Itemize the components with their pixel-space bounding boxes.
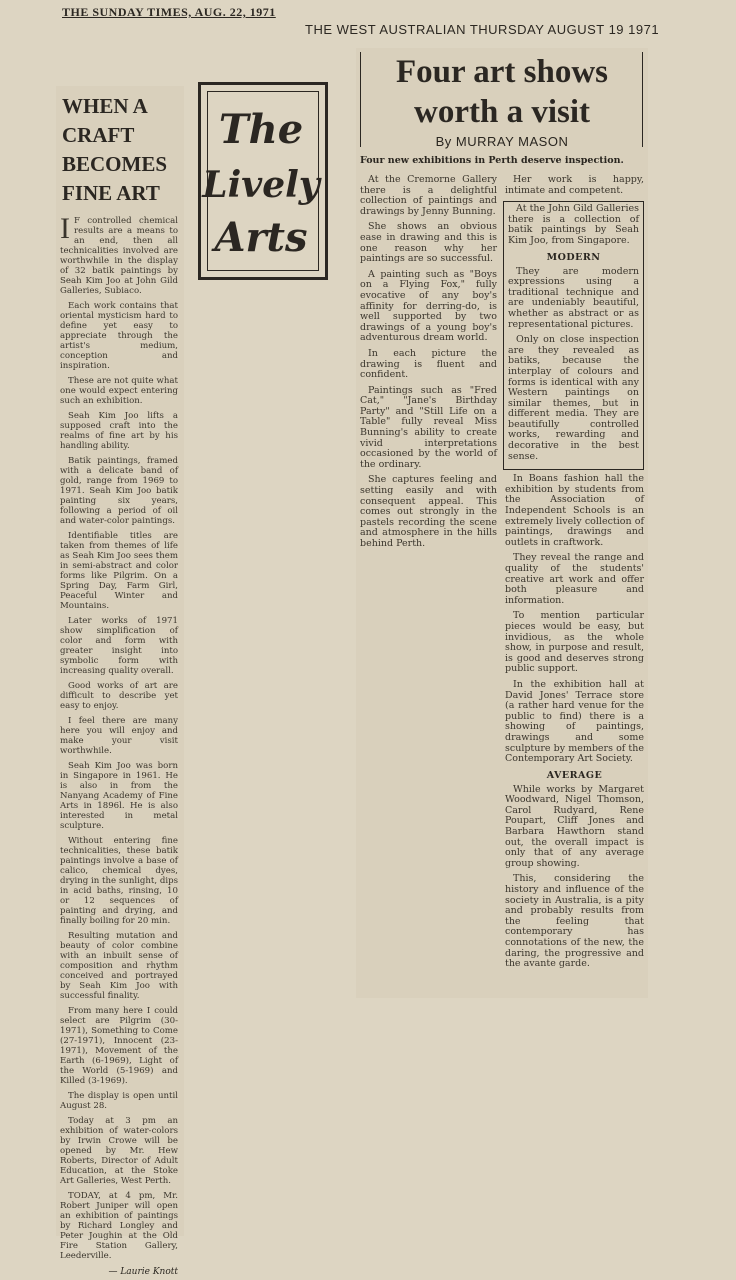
- column-b-paragraph: In Boans fashion hall the exhibition by students from the Association of Independent Schools is an extremely lively collection of paintings, drawings and outlets in craftwork.: [505, 473, 644, 548]
- left-paragraph: Today at 3 pm an exhibition of water-colors by Irwin Crowe will be opened by Mr. Hew Roberts, Director of Adult Education, at the Stoke Art Galleries, West Perth.: [60, 1116, 178, 1186]
- left-paragraph: Seah Kim Joo lifts a supposed craft into the realms of fine art by his handling ability.: [60, 411, 178, 451]
- column-b-paragraph: This, considering the history and influence of the society in Australia, is a pity and probably results from the feeling that contemporary has connotations of the new, the daring, the progressive and the avante garde.: [505, 873, 644, 970]
- column-a-paragraph: At the Cremorne Gallery there is a delightful collection of paintings and drawings by Jenny Bunning.: [360, 174, 497, 217]
- boxed-paragraph: They are modern expressions using a traditional technique and are undeniably beautiful, whether as abstract or as representational pictures.: [508, 265, 639, 330]
- column-a-paragraph: She shows an obvious ease in drawing and this is one reason why her paintings are so successful.: [360, 221, 497, 265]
- column-b-paragraph: In the exhibition hall at David Jones' Terrace store (a rather hard venue for the public to find) there is a showing of paintings, drawings and some sculpture by members of the Contemporary Art Society.: [505, 678, 644, 765]
- left-paragraph: Batik paintings, framed with a delicate band of gold, range from 1969 to 1971. Seah Kim Joo batik painting six years, following a period of oil and water-color paintings.: [60, 456, 178, 526]
- left-article: [60, 92, 178, 1277]
- left-paragraph: Each work contains that oriental mysticism hard to define yet easy to appreciate through the artist's medium, conception and inspiration.: [60, 301, 178, 371]
- logo-word-1: The: [218, 106, 304, 153]
- left-paragraph: Without entering fine technicalities, these batik paintings involve a base of calico, chemical dyes, drying in the sunlight, dips in acid baths, rinsing, 10 or 12 sequences of painting and drying, and finally boiling for 20 min.: [60, 836, 178, 926]
- column-b: [505, 175, 644, 975]
- boxed-section: [503, 201, 644, 470]
- sunday-times-masthead: THE SUNDAY TIMES, AUG. 22, 1971: [62, 5, 276, 19]
- column-b-paragraph: To mention particular pieces would be easy, but invidious, as the whole show, in purpose and result, is good and deserves strong public support.: [505, 610, 644, 675]
- left-paragraph: Good works of art are difficult to describe yet easy to enjoy.: [60, 681, 178, 711]
- west-australian-masthead: THE WEST AUSTRALIAN THURSDAY AUGUST 19 1971: [305, 22, 660, 37]
- boxed-paragraph: Only on close inspection are they revealed as batiks, because the interplay of colours and forms is identical with any Western paintings on similar themes, but in different media. They are beautifully controlled works, rewarding and decorative in the best sense.: [508, 334, 639, 462]
- boxed-paragraph: At the John Gild Galleries there is a collection of batik paintings by Seah Kim Joo, from Singapore.: [508, 203, 639, 246]
- left-paragraph: Seah Kim Joo was born in Singapore in 1961. He is also in from the Nanyang Academy of Fine Arts in 1896l. He is also interested in metal sculpture.: [60, 761, 178, 831]
- cut-mark: [642, 52, 643, 147]
- column-a-paragraph: In each picture the drawing is fluent and confident.: [360, 347, 497, 381]
- logo-lettering: [201, 85, 325, 277]
- article-title: Four art shows worth a visit: [395, 54, 609, 130]
- cut-mark: [360, 52, 361, 147]
- left-paragraph: These are not quite what one would expect entering such an exhibition.: [60, 376, 178, 406]
- lively-arts-logo: [198, 82, 328, 280]
- subhead-average: AVERAGE: [546, 769, 603, 781]
- left-paragraph: I F controlled chemical results are a means to an end, then all technicalities involved are worthwhile in the display of 32 batik paintings by Seah Kim Joo at John Gild Galleries, Subiaco.: [60, 212, 178, 296]
- article-intro: Four new exhibitions in Perth deserve inspection.: [360, 155, 624, 166]
- left-byline: — Laurie Knott: [108, 1267, 178, 1277]
- right-article: [360, 52, 644, 975]
- drop-cap: I: [60, 212, 70, 245]
- left-paragraph: The display is open until August 28.: [60, 1091, 178, 1111]
- column-a: [360, 175, 497, 975]
- left-paragraph: From many here I could select are Pilgrim (30-1971), Something to Come (27-1971), Innocent (23-1971), Movement of the Earth (6-1969), Light of the World (5-1969) and Killed (3-1969).: [60, 1006, 178, 1086]
- column-a-paragraph: A painting such as "Boys on a Flying Fox," fully evocative of any boy's affinity for derring-do, is well supported by two drawings of a young boy's adventurous dream world.: [360, 268, 497, 344]
- left-paragraph: TODAY, at 4 pm, Mr. Robert Juniper will open an exhibition of paintings by Richard Longley and Peter Joughin at the Old Fire Station Gallery, Leederville.: [60, 1191, 178, 1261]
- left-headline: WHEN A CRAFT BECOMES FINE ART: [62, 94, 168, 205]
- left-paragraph: Later works of 1971 show simplification of color and form with greater insight into symbolic form with increasing quality overall.: [60, 616, 178, 676]
- logo-word-2: Lively: [202, 164, 320, 206]
- column-a-paragraph: Paintings such as "Fred Cat," "Jane's Birthday Party" and "Still Life on a Table" fully reveal Miss Bunning's ability to create vivid interpretations occasioned by the world of the ordinary.: [360, 384, 497, 470]
- logo-word-3: Arts: [214, 214, 308, 261]
- article-byline: By MURRAY MASON: [435, 134, 569, 149]
- column-a-paragraph: She captures feeling and setting easily and with consequent appeal. This comes out strongly in the pastels recording the scene and atmosphere in the hills behind Perth.: [360, 474, 497, 549]
- column-b-paragraph: They reveal the range and quality of the students' creative art work and offer both pleasure and information.: [505, 552, 644, 606]
- left-paragraph: I feel there are many here you will enjoy and make your visit worthwhile.: [60, 716, 178, 756]
- left-paragraph: Identifiable titles are taken from themes of life as Seah Kim Joo sees them in semi-abstract and color forms like Pilgrim. On a Spring Day, Farm Girl, Peaceful Winter and Mountains.: [60, 531, 178, 611]
- subhead-modern: MODERN: [546, 251, 601, 263]
- column-b-paragraph: Her work is happy, intimate and competent.: [505, 174, 644, 196]
- left-paragraph: Resulting mutation and beauty of color combine with an inbuilt sense of composition and rhythm conceived and portrayed by Seah Kim Joo with successful finality.: [60, 931, 178, 1001]
- column-b-paragraph: While works by Margaret Woodward, Nigel Thomson, Carol Rudyard, Rene Poupart, Cliff Jones and Barbara Hawthorn stand out, the overall impact is only that of any average group showing.: [505, 783, 644, 869]
